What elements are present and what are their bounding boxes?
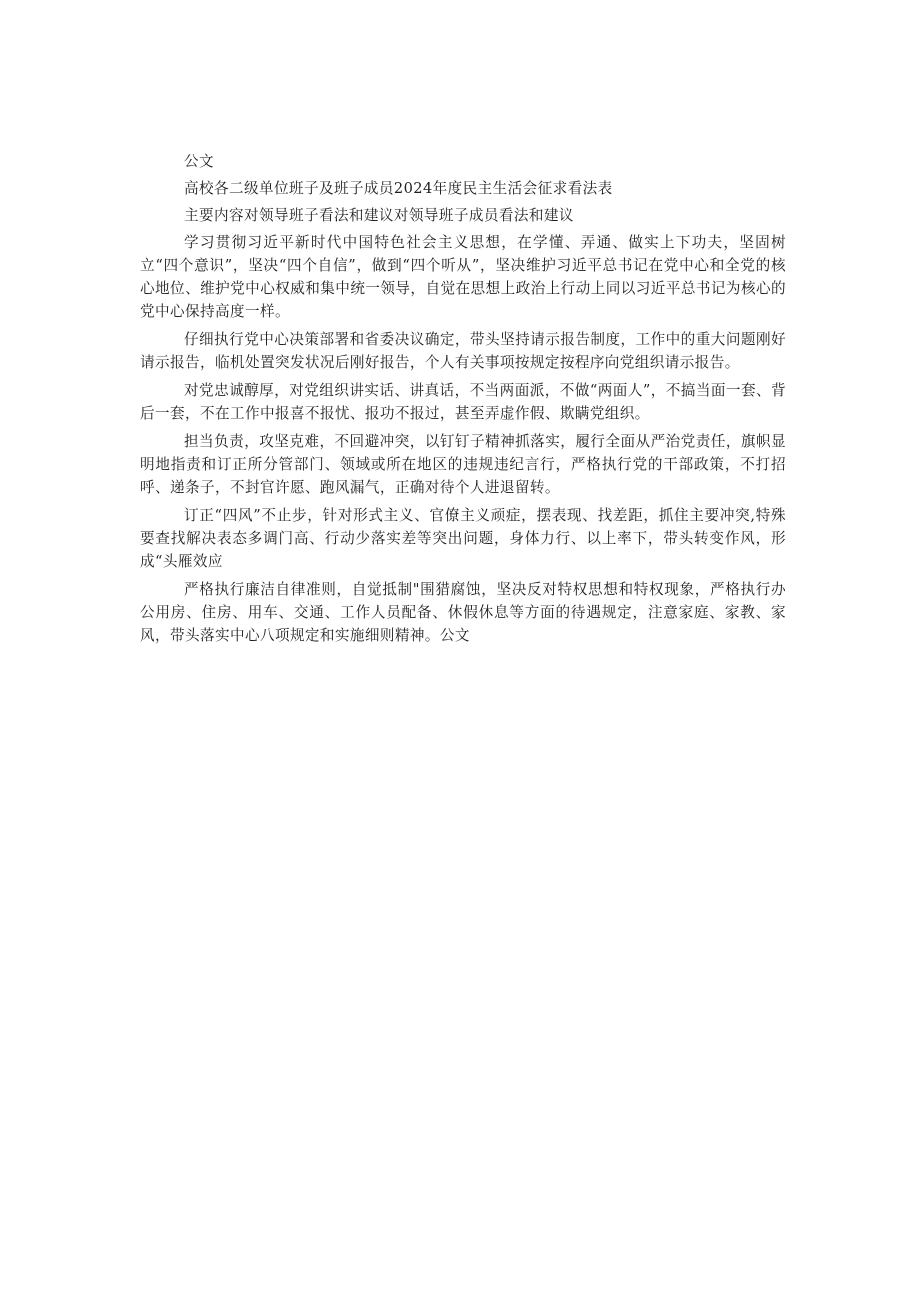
paragraph: 对党忠诚醇厚，对党组织讲实话、讲真话，不当两面派，不做“两面人”，不搞当面一套、背后一套，不在工作中报喜不报忧、报功不报过，甚至弄虚作假、欺瞒党组织。 xyxy=(140,382,786,422)
paragraph: 订正“四风”不止步，针对形式主义、官僚主义顽症，摆表现、找差距，抓住主要冲突,特殊要查找解决表态多调门高、行动少落实差等突出问题，身体力行、以上率下，带头转变作风，形成“头雁效应 xyxy=(140,507,786,570)
paragraph: 仔细执行党中心决策部署和省委决议确定，带头坚持请示报告制度，工作中的重大问题刚好请示报告，临机处置突发状况后刚好报告，个人有关事项按规定按程序向党组织请示报告。 xyxy=(140,331,786,371)
document-body xyxy=(140,150,786,652)
document-title: 高校各二级单位班子及班子成员2024年度民主生活会征求看法表 xyxy=(184,180,613,197)
paragraph: 担当负责，攻坚克难，不回避冲突，以钉钉子精神抓落实，履行全面从严治党责任，旗帜显明地指责和订正所分管部门、领域或所在地区的违规违纪言行，严格执行党的干部政策，不打招呼、递条子，不封官许愿、跑风漏气，正确对待个人进退留转。 xyxy=(140,433,786,496)
paragraph: 学习贯彻习近平新时代中国特色社会主义思想，在学懂、弄通、做实上下功夫，坚固树立“四个意识”，坚决“四个自信”，做到“四个听从”，坚决维护习近平总书记在党中心和全党的核心地位、维护党中心权威和集中统一领导，自觉在思想上政治上行动上同以习近平总书记为核心的党中心保持高度一样。 xyxy=(140,234,786,320)
header-tag: 公文 xyxy=(184,153,214,170)
paragraph: 严格执行廉洁自律准则，自觉抵制"围猎腐蚀，坚决反对特权思想和特权现象，严格执行办公用房、住房、用车、交通、工作人员配备、休假休息等方面的待遇规定，注意家庭、家教、家风，带头落实中心八项规定和实施细则精神。公文 xyxy=(140,581,786,644)
document-subtitle: 主要内容对领导班子看法和建议对领导班子成员看法和建议 xyxy=(184,207,574,224)
